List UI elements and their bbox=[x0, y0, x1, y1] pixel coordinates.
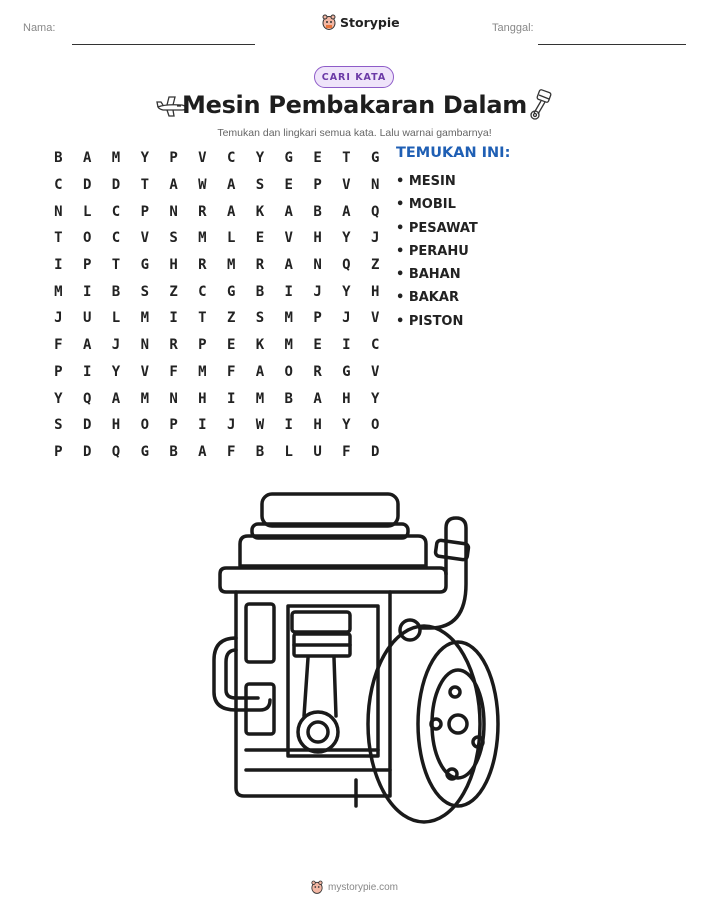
grid-cell[interactable]: R bbox=[255, 257, 265, 274]
word-item: • BAKAR bbox=[396, 290, 459, 306]
grid-row bbox=[44, 198, 390, 225]
grid-cell[interactable]: T bbox=[342, 150, 351, 167]
grid-cell[interactable]: P bbox=[313, 177, 322, 194]
grid-row bbox=[44, 385, 390, 412]
grid-cell[interactable]: S bbox=[140, 283, 149, 300]
word-list bbox=[396, 170, 478, 333]
grid-cell[interactable]: I bbox=[82, 363, 92, 380]
storypie-footer-icon bbox=[311, 880, 323, 894]
brand bbox=[322, 14, 400, 30]
grid-cell[interactable]: T bbox=[140, 177, 149, 194]
grid-cell[interactable]: M bbox=[255, 390, 265, 407]
instructions: Temukan dan lingkari semua kata. Lalu warnai gambarnya! bbox=[217, 127, 492, 139]
grid-cell[interactable]: E bbox=[313, 337, 322, 354]
grid-cell[interactable]: O bbox=[82, 230, 92, 247]
grid-cell[interactable]: S bbox=[255, 177, 265, 194]
grid-cell[interactable]: S bbox=[169, 230, 178, 247]
grid-cell[interactable]: F bbox=[342, 443, 351, 460]
grid-cell[interactable]: Q bbox=[111, 443, 121, 460]
grid-cell[interactable]: G bbox=[226, 283, 236, 300]
grid-cell[interactable]: J bbox=[54, 310, 63, 327]
grid-cell[interactable]: W bbox=[198, 177, 207, 194]
grid-cell[interactable]: V bbox=[370, 363, 380, 380]
grid-cell[interactable]: H bbox=[111, 417, 121, 434]
grid-row bbox=[44, 172, 390, 199]
grid-cell[interactable]: G bbox=[370, 150, 380, 167]
grid-cell[interactable]: O bbox=[140, 417, 149, 434]
grid-cell[interactable]: D bbox=[111, 177, 121, 194]
grid-cell[interactable]: M bbox=[198, 363, 207, 380]
grid-cell[interactable]: P bbox=[169, 150, 178, 167]
grid-cell[interactable]: E bbox=[313, 150, 322, 167]
grid-cell[interactable]: H bbox=[198, 390, 207, 407]
activity-badge: CARI KATA bbox=[314, 66, 394, 88]
grid-cell[interactable]: Y bbox=[54, 390, 63, 407]
grid-cell[interactable]: C bbox=[226, 150, 236, 167]
grid-cell[interactable]: E bbox=[255, 230, 265, 247]
grid-cell[interactable]: T bbox=[54, 230, 63, 247]
grid-cell[interactable]: Q bbox=[342, 257, 351, 274]
worksheet-header bbox=[0, 12, 709, 42]
grid-cell[interactable]: C bbox=[370, 337, 380, 354]
grid-cell[interactable]: K bbox=[255, 203, 265, 220]
grid-cell[interactable]: N bbox=[169, 203, 178, 220]
grid-cell[interactable]: V bbox=[198, 150, 207, 167]
brand-name: Storypie bbox=[340, 14, 400, 30]
grid-cell[interactable]: I bbox=[54, 257, 63, 274]
grid-cell[interactable]: R bbox=[313, 363, 322, 380]
grid-cell[interactable]: V bbox=[370, 310, 380, 327]
grid-cell[interactable]: A bbox=[82, 337, 92, 354]
name-line[interactable] bbox=[72, 44, 255, 45]
grid-cell[interactable]: D bbox=[82, 417, 92, 434]
grid-cell[interactable]: D bbox=[82, 443, 92, 460]
grid-cell[interactable]: I bbox=[169, 310, 178, 327]
grid-cell[interactable]: H bbox=[313, 230, 322, 247]
grid-cell[interactable]: D bbox=[82, 177, 92, 194]
grid-cell[interactable]: H bbox=[169, 257, 178, 274]
grid-cell[interactable]: M bbox=[140, 310, 149, 327]
grid-cell[interactable]: I bbox=[198, 417, 207, 434]
grid-cell[interactable]: L bbox=[226, 230, 236, 247]
grid-cell[interactable]: J bbox=[226, 417, 236, 434]
grid-row bbox=[44, 305, 390, 332]
grid-cell[interactable]: V bbox=[342, 177, 351, 194]
grid-row bbox=[44, 332, 390, 359]
grid-cell[interactable]: A bbox=[198, 443, 207, 460]
grid-cell[interactable]: K bbox=[255, 337, 265, 354]
word-item: • BAHAN bbox=[396, 267, 461, 283]
grid-cell[interactable]: P bbox=[198, 337, 207, 354]
word-item: • PERAHU bbox=[396, 243, 469, 259]
grid-row bbox=[44, 439, 390, 466]
grid-cell[interactable]: Q bbox=[370, 203, 380, 220]
grid-row bbox=[44, 145, 390, 172]
grid-row bbox=[44, 278, 390, 305]
grid-cell[interactable]: P bbox=[54, 443, 63, 460]
grid-cell[interactable]: L bbox=[82, 203, 92, 220]
grid-cell[interactable]: I bbox=[342, 337, 351, 354]
grid-cell[interactable]: U bbox=[313, 443, 322, 460]
grid-cell[interactable]: Y bbox=[342, 283, 351, 300]
grid-cell[interactable]: A bbox=[226, 203, 236, 220]
piston-icon bbox=[526, 89, 554, 121]
grid-cell[interactable]: A bbox=[313, 390, 322, 407]
grid-row bbox=[44, 359, 390, 386]
grid-cell[interactable]: M bbox=[284, 337, 293, 354]
grid-cell[interactable]: L bbox=[111, 310, 121, 327]
grid-cell[interactable]: Y bbox=[140, 150, 149, 167]
grid-cell[interactable]: Z bbox=[226, 310, 236, 327]
grid-cell[interactable]: J bbox=[111, 337, 121, 354]
grid-cell[interactable]: B bbox=[54, 150, 63, 167]
name-label: Nama: bbox=[23, 22, 56, 34]
grid-cell[interactable]: Y bbox=[370, 390, 380, 407]
grid-cell[interactable]: U bbox=[82, 310, 92, 327]
grid-cell[interactable]: V bbox=[284, 230, 293, 247]
grid-cell[interactable]: J bbox=[342, 310, 351, 327]
grid-cell[interactable]: Y bbox=[342, 230, 351, 247]
grid-cell[interactable]: M bbox=[284, 310, 293, 327]
page-title: Mesin Pembakaran Dalam bbox=[182, 91, 527, 119]
grid-row bbox=[44, 225, 390, 252]
grid-cell[interactable]: S bbox=[255, 310, 265, 327]
grid-cell[interactable]: I bbox=[82, 283, 92, 300]
grid-cell[interactable]: S bbox=[54, 417, 63, 434]
grid-cell[interactable]: A bbox=[226, 177, 236, 194]
grid-cell[interactable]: J bbox=[313, 283, 322, 300]
engine-illustration bbox=[200, 488, 500, 848]
grid-cell[interactable]: I bbox=[284, 417, 293, 434]
word-item: • MOBIL bbox=[396, 197, 456, 213]
grid-cell[interactable]: O bbox=[370, 417, 380, 434]
grid-cell[interactable]: N bbox=[313, 257, 322, 274]
grid-cell[interactable]: M bbox=[111, 150, 121, 167]
grid-cell[interactable]: P bbox=[82, 257, 92, 274]
grid-cell[interactable]: R bbox=[198, 257, 207, 274]
grid-cell[interactable]: H bbox=[370, 283, 380, 300]
grid-cell[interactable]: P bbox=[313, 310, 322, 327]
grid-cell[interactable]: F bbox=[169, 363, 178, 380]
grid-cell[interactable]: H bbox=[342, 390, 351, 407]
grid-cell[interactable]: J bbox=[370, 230, 380, 247]
grid-cell[interactable]: A bbox=[169, 177, 178, 194]
word-item: • PISTON bbox=[396, 313, 464, 329]
word-item: • PESAWAT bbox=[396, 220, 478, 236]
footer bbox=[0, 880, 709, 894]
footer-url: mystorypie.com bbox=[327, 881, 398, 893]
grid-cell[interactable]: A bbox=[82, 150, 92, 167]
grid-cell[interactable]: R bbox=[169, 337, 178, 354]
grid-cell[interactable]: I bbox=[226, 390, 236, 407]
grid-cell[interactable]: A bbox=[111, 390, 121, 407]
grid-cell[interactable]: P bbox=[140, 203, 149, 220]
grid-cell[interactable]: G bbox=[284, 150, 293, 167]
grid-cell[interactable]: W bbox=[255, 417, 265, 434]
grid-cell[interactable]: T bbox=[198, 310, 207, 327]
grid-cell[interactable]: M bbox=[140, 390, 149, 407]
grid-cell[interactable]: F bbox=[226, 443, 236, 460]
grid-cell[interactable]: Y bbox=[255, 150, 265, 167]
grid-cell[interactable]: G bbox=[140, 443, 149, 460]
grid-cell[interactable]: M bbox=[54, 283, 63, 300]
word-item: • MESIN bbox=[396, 174, 456, 189]
grid-cell[interactable]: N bbox=[370, 177, 380, 194]
grid-cell[interactable]: Z bbox=[169, 283, 178, 300]
date-line[interactable] bbox=[538, 44, 686, 45]
grid-cell[interactable]: Q bbox=[82, 390, 92, 407]
grid-cell[interactable]: N bbox=[140, 337, 149, 354]
grid-cell[interactable]: A bbox=[255, 363, 265, 380]
grid-cell[interactable]: M bbox=[198, 230, 207, 247]
date-label: Tanggal: bbox=[492, 22, 534, 34]
grid-cell[interactable]: L bbox=[284, 443, 293, 460]
grid-cell[interactable]: C bbox=[111, 203, 121, 220]
grid-cell[interactable]: E bbox=[226, 337, 236, 354]
grid-cell[interactable]: F bbox=[54, 337, 63, 354]
grid-cell[interactable]: F bbox=[226, 363, 236, 380]
grid-cell[interactable]: N bbox=[54, 203, 63, 220]
grid-cell[interactable]: C bbox=[54, 177, 63, 194]
grid-cell[interactable]: Y bbox=[342, 417, 351, 434]
grid-cell[interactable]: E bbox=[284, 177, 293, 194]
grid-cell[interactable]: Z bbox=[370, 257, 380, 274]
grid-cell[interactable]: C bbox=[198, 283, 207, 300]
grid-cell[interactable]: T bbox=[111, 257, 121, 274]
grid-row bbox=[44, 412, 390, 439]
grid-cell[interactable]: B bbox=[313, 203, 322, 220]
grid-cell[interactable]: Y bbox=[111, 363, 121, 380]
grid-cell[interactable]: O bbox=[284, 363, 293, 380]
grid-cell[interactable]: B bbox=[111, 283, 121, 300]
grid-cell[interactable]: V bbox=[140, 230, 149, 247]
grid-cell[interactable]: P bbox=[54, 363, 63, 380]
grid-cell[interactable]: R bbox=[198, 203, 207, 220]
grid-cell[interactable]: B bbox=[169, 443, 178, 460]
find-heading: TEMUKAN INI: bbox=[396, 145, 511, 161]
grid-cell[interactable]: I bbox=[284, 283, 293, 300]
grid-cell[interactable]: P bbox=[169, 417, 178, 434]
grid-cell[interactable]: N bbox=[169, 390, 178, 407]
grid-cell[interactable]: A bbox=[342, 203, 351, 220]
grid-cell[interactable]: B bbox=[255, 443, 265, 460]
grid-cell[interactable]: G bbox=[140, 257, 149, 274]
grid-cell[interactable]: G bbox=[342, 363, 351, 380]
grid-cell[interactable]: B bbox=[284, 390, 293, 407]
grid-cell[interactable]: V bbox=[140, 363, 149, 380]
storypie-logo-icon bbox=[322, 14, 336, 30]
grid-cell[interactable]: M bbox=[226, 257, 236, 274]
grid-cell[interactable]: A bbox=[284, 203, 293, 220]
grid-cell[interactable]: B bbox=[255, 283, 265, 300]
word-search-grid bbox=[44, 145, 390, 465]
grid-cell[interactable]: D bbox=[370, 443, 380, 460]
grid-row bbox=[44, 252, 390, 279]
grid-cell[interactable]: A bbox=[284, 257, 293, 274]
grid-cell[interactable]: H bbox=[313, 417, 322, 434]
grid-cell[interactable]: C bbox=[111, 230, 121, 247]
